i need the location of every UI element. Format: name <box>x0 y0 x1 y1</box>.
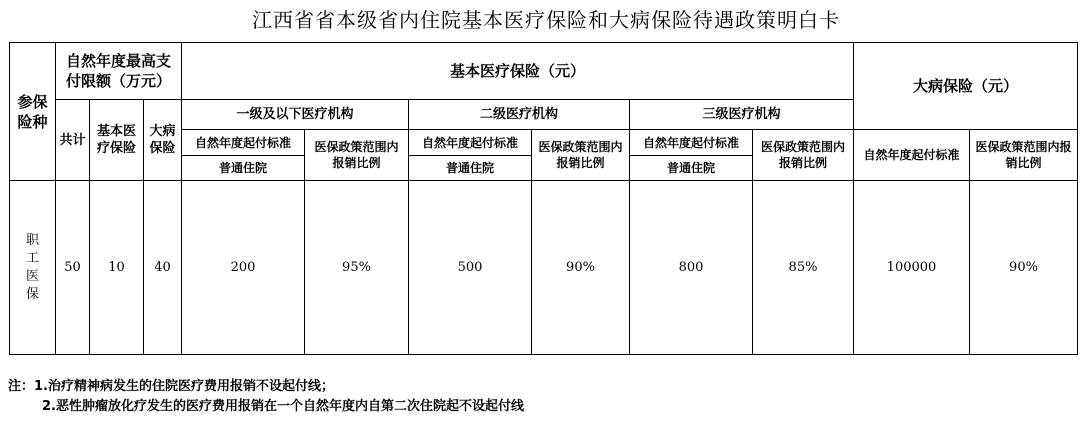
cell-l2-deductible: 500 <box>409 181 532 355</box>
cell-l1-ratio: 95% <box>305 181 409 355</box>
notes <box>8 377 524 417</box>
cell-l2-ratio: 90% <box>532 181 630 355</box>
policy-table <box>9 42 1078 355</box>
level3-header: 三级医疗机构 <box>630 100 854 130</box>
basic-medical-header: 基本医疗保险（元） <box>182 43 854 100</box>
l1-ratio-header: 医保政策范围内报销比例 <box>305 130 409 181</box>
l2-ratio-header: 医保政策范围内报销比例 <box>532 130 630 181</box>
cell-critical-deductible: 100000 <box>854 181 970 355</box>
cell-critical-ratio: 90% <box>970 181 1078 355</box>
level1-header: 一级及以下医疗机构 <box>182 100 409 130</box>
cell-insurance-type: 职工医保 <box>10 181 56 355</box>
note-line-2: 2.恶性肿瘤放化疗发生的医疗费用报销在一个自然年度内自第二次住院起不设起付线 <box>42 399 524 414</box>
cell-total: 50 <box>56 181 90 355</box>
cell-l1-deductible: 200 <box>182 181 305 355</box>
l2-normal-hosp-header: 普通住院 <box>409 156 532 181</box>
cell-critical: 40 <box>144 181 182 355</box>
cell-basic: 10 <box>90 181 144 355</box>
l3-normal-hosp-header: 普通住院 <box>630 156 753 181</box>
critical-illness-header: 大病保险（元） <box>854 43 1078 130</box>
level2-header: 二级医疗机构 <box>409 100 630 130</box>
table-row <box>10 181 1078 355</box>
page-title: 江西省省本级省内住院基本医疗保险和大病保险待遇政策明白卡 <box>252 8 840 32</box>
l2-deductible-header: 自然年度起付标准 <box>409 130 532 156</box>
basic-part-header: 基本医疗保险 <box>90 100 144 181</box>
critical-ratio-header: 医保政策范围内报销比例 <box>970 130 1078 181</box>
critical-deductible-header: 自然年度起付标准 <box>854 130 970 181</box>
cell-l3-ratio: 85% <box>753 181 854 355</box>
note-line-1: 注：1.治疗精神病发生的住院医疗费用报销不设起付线； <box>8 379 334 394</box>
insurance-type-header: 参保险种 <box>10 43 56 181</box>
l3-deductible-header: 自然年度起付标准 <box>630 130 753 156</box>
critical-part-header: 大病保险 <box>144 100 182 181</box>
l1-normal-hosp-header: 普通住院 <box>182 156 305 181</box>
total-header: 共计 <box>56 100 90 181</box>
cell-l3-deductible: 800 <box>630 181 753 355</box>
l3-ratio-header: 医保政策范围内报销比例 <box>753 130 854 181</box>
l1-deductible-header: 自然年度起付标准 <box>182 130 305 156</box>
max-pay-limit-header: 自然年度最高支付限额（万元） <box>56 43 182 100</box>
